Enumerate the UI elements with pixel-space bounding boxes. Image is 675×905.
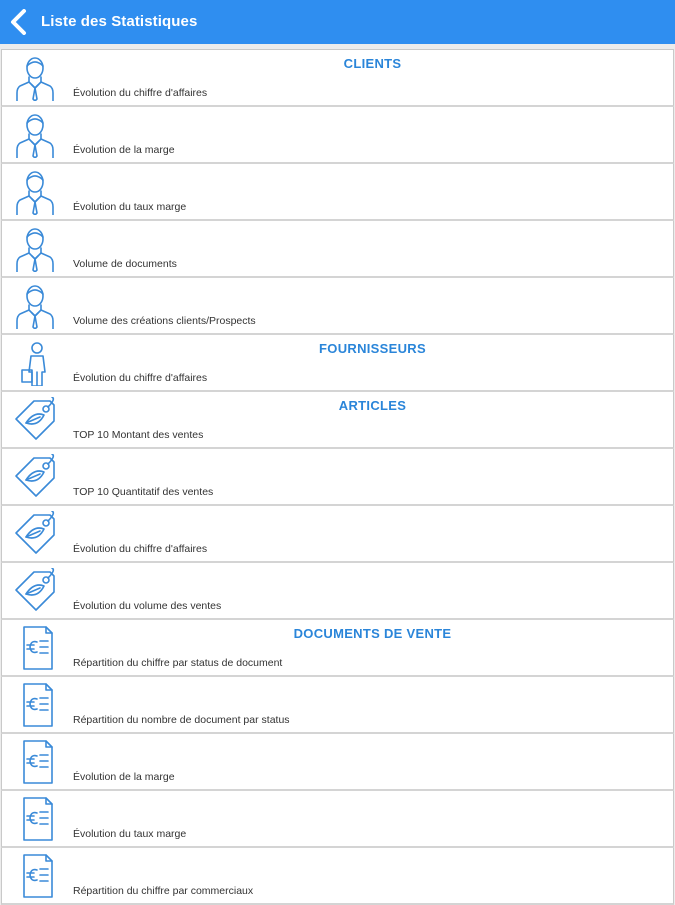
statistic-label: Répartition du chiffre par status de document [73, 657, 283, 669]
statistic-label: Évolution de la marge [73, 144, 175, 156]
statistic-label: TOP 10 Quantitatif des ventes [73, 486, 214, 498]
statistic-row[interactable] [1, 449, 674, 506]
back-chevron-icon[interactable] [8, 9, 30, 35]
statistic-label: Évolution du chiffre d'affaires [73, 87, 208, 99]
euro-document-icon [12, 853, 58, 899]
statistic-row[interactable] [1, 49, 674, 107]
statistic-row[interactable] [1, 677, 674, 734]
page-title: Liste des Statistiques [41, 13, 198, 30]
euro-document-icon [12, 682, 58, 728]
price-tag-icon [12, 511, 58, 557]
price-tag-icon [12, 454, 58, 500]
statistic-row[interactable] [1, 791, 674, 848]
statistic-label: Évolution de la marge [73, 771, 175, 783]
statistic-row[interactable] [1, 506, 674, 563]
statistic-row[interactable] [1, 620, 674, 677]
statistic-row[interactable] [1, 221, 674, 278]
person-icon [12, 283, 58, 329]
person-icon [12, 112, 58, 158]
statistic-label: Volume de documents [73, 258, 177, 270]
section-heading: FOURNISSEURS [319, 341, 426, 356]
person-icon [12, 226, 58, 272]
euro-document-icon [12, 739, 58, 785]
price-tag-icon [12, 568, 58, 614]
statistic-row[interactable] [1, 563, 674, 620]
app-header [0, 0, 675, 44]
section-heading: ARTICLES [338, 398, 407, 413]
statistic-row[interactable] [1, 392, 674, 449]
statistic-label: Évolution du taux marge [73, 828, 187, 840]
euro-document-icon [12, 796, 58, 842]
section-heading: DOCUMENTS DE VENTE [293, 626, 452, 641]
statistic-label: Évolution du volume des ventes [73, 600, 222, 612]
statistic-label: Volume des créations clients/Prospects [73, 315, 256, 327]
statistic-row[interactable] [1, 278, 674, 335]
statistic-label: Répartition du chiffre par commerciaux [73, 885, 254, 897]
statistic-row[interactable] [1, 335, 674, 392]
statistic-label: Répartition du nombre de document par status [73, 714, 290, 726]
statistic-label: TOP 10 Montant des ventes [73, 429, 204, 441]
statistic-row[interactable] [1, 734, 674, 791]
person-icon [12, 169, 58, 215]
section-heading: CLIENTS [343, 56, 402, 71]
statistic-row[interactable] [1, 107, 674, 164]
statistic-row[interactable] [1, 848, 674, 905]
statistic-label: Évolution du chiffre d'affaires [73, 543, 208, 555]
statistic-row[interactable] [1, 164, 674, 221]
statistics-list [0, 49, 675, 905]
statistic-label: Évolution du taux marge [73, 201, 187, 213]
statistic-label: Évolution du chiffre d'affaires [73, 372, 208, 384]
